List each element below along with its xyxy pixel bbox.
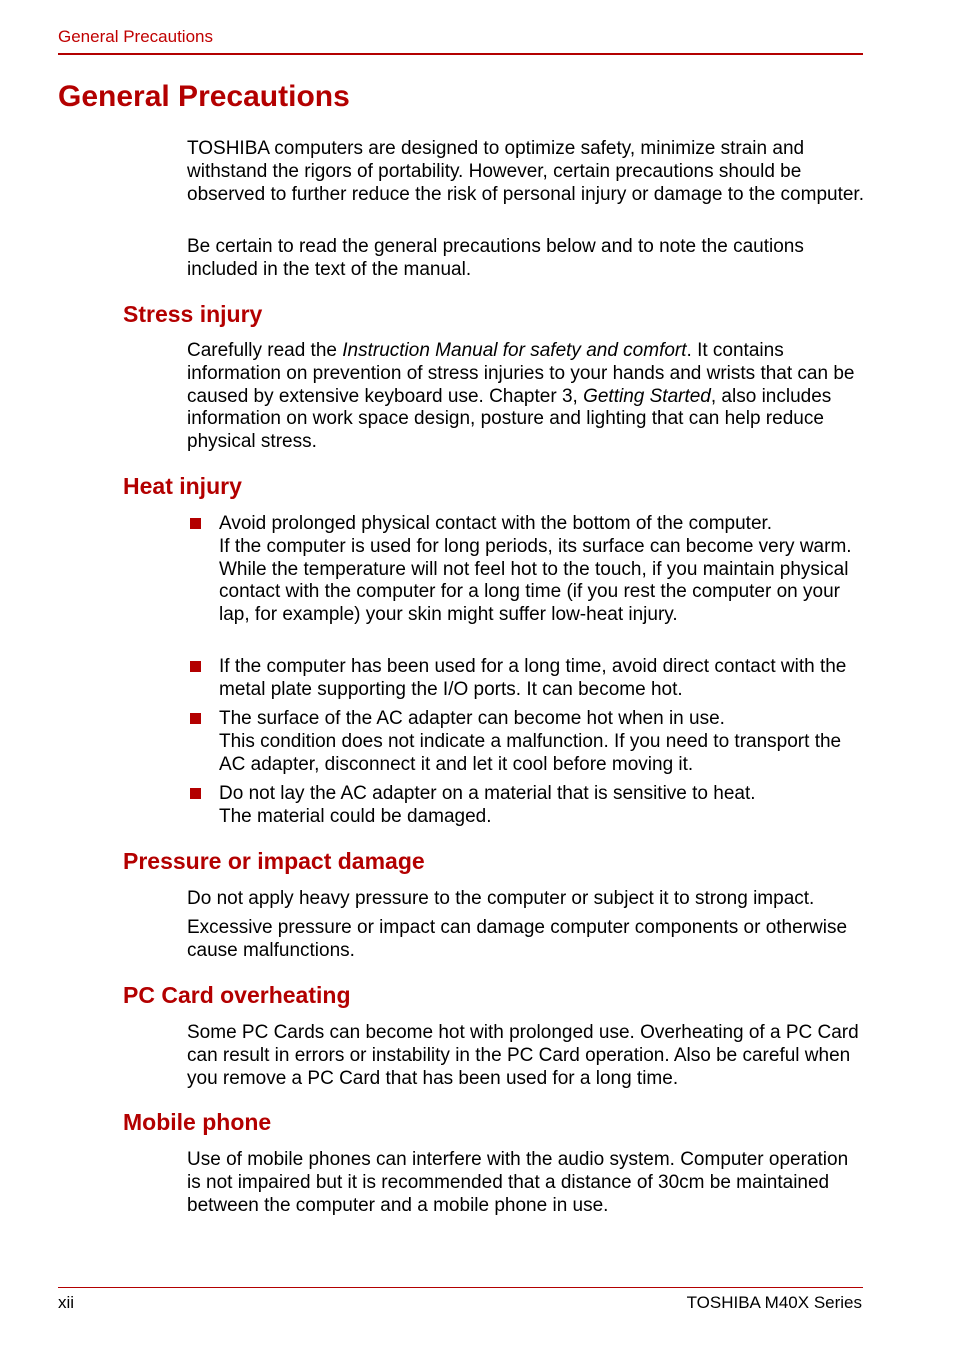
bullet-line-1: If the computer has been used for a long time, avoid direct contact with the metal plate supporting the I/O ports. It can become hot. bbox=[219, 656, 847, 700]
bullet-line-2: If the computer is used for long periods, its surface can become very warm. While the temperature will not feel hot to the touch, if you maintain physical contact with the computer for a long time (if you rest the computer on your lap, for example) your skin might suffer low-heat injury. bbox=[219, 535, 852, 626]
bullet-text bbox=[219, 783, 867, 829]
bullet-line-2: This condition does not indicate a malfunction. If you need to transport the AC adapter, disconnect it and let it cool before moving it. bbox=[219, 730, 842, 775]
intro-paragraph-1: TOSHIBA computers are designed to optimize safety, minimize strain and withstand the rigors of portability. However, certain precautions should be observed to further reduce the risk of personal injury or damage to the computer. bbox=[187, 138, 864, 205]
footer-rule bbox=[58, 1287, 863, 1288]
bullet-text bbox=[219, 513, 867, 627]
pressure-paragraph-2: Excessive pressure or impact can damage computer components or otherwise cause malfunctions. bbox=[187, 917, 848, 961]
page-number: xii bbox=[58, 1293, 75, 1312]
square-bullet-icon bbox=[190, 661, 201, 672]
section-heading-heat-injury: Heat injury bbox=[123, 473, 242, 499]
stress-text-a: Carefully read the bbox=[187, 340, 343, 361]
pressure-paragraph-1: Do not apply heavy pressure to the computer or subject it to strong impact. bbox=[187, 888, 815, 909]
mobile-paragraph: Use of mobile phones can interfere with the audio system. Computer operation is not impaired but it is recommended that a distance of 30cm be maintained between the computer and a mobile phone in use. bbox=[187, 1149, 849, 1216]
section-heading-mobile-phone: Mobile phone bbox=[123, 1109, 272, 1135]
section-heading-pc-card: PC Card overheating bbox=[123, 982, 351, 1008]
section-heading-stress-injury: Stress injury bbox=[123, 301, 263, 327]
stress-paragraph bbox=[187, 340, 867, 454]
header-rule bbox=[58, 53, 863, 55]
product-name: TOSHIBA M40X Series bbox=[686, 1293, 862, 1312]
bullet-text bbox=[219, 656, 867, 702]
square-bullet-icon bbox=[190, 518, 201, 529]
running-header: General Precautions bbox=[58, 27, 213, 46]
bullet-line-1: Do not lay the AC adapter on a material that is sensitive to heat. bbox=[219, 783, 756, 804]
manual-title-reference: Instruction Manual for safety and comfort bbox=[342, 340, 687, 361]
stress-text-b: . It contains information on prevention of stress injuries to your hands and wrists that can be caused by extensive keyboard use. Chapter 3, bbox=[187, 340, 855, 407]
intro-paragraph-2: Be certain to read the general precautions below and to note the cautions included in the text of the manual. bbox=[187, 236, 804, 280]
square-bullet-icon bbox=[190, 788, 201, 799]
bullet-line-1: Avoid prolonged physical contact with the bottom of the computer. bbox=[219, 513, 773, 534]
chapter-reference: Getting Started bbox=[583, 385, 711, 407]
page-title: General Precautions bbox=[58, 80, 350, 113]
bullet-line-1: The surface of the AC adapter can become hot when in use. bbox=[219, 708, 725, 729]
bullet-line-2: The material could be damaged. bbox=[219, 805, 492, 827]
square-bullet-icon bbox=[190, 713, 201, 724]
bullet-text bbox=[219, 708, 867, 776]
pccard-paragraph: Some PC Cards can become hot with prolonged use. Overheating of a PC Card can result in errors or instability in the PC Card operation. Also be careful when you remove a PC Card that has been used for a long time. bbox=[187, 1022, 859, 1089]
stress-text-c: , also includes information on work space design, posture and lighting that can help reduce physical stress. bbox=[187, 385, 832, 453]
section-heading-pressure-damage: Pressure or impact damage bbox=[123, 848, 425, 874]
